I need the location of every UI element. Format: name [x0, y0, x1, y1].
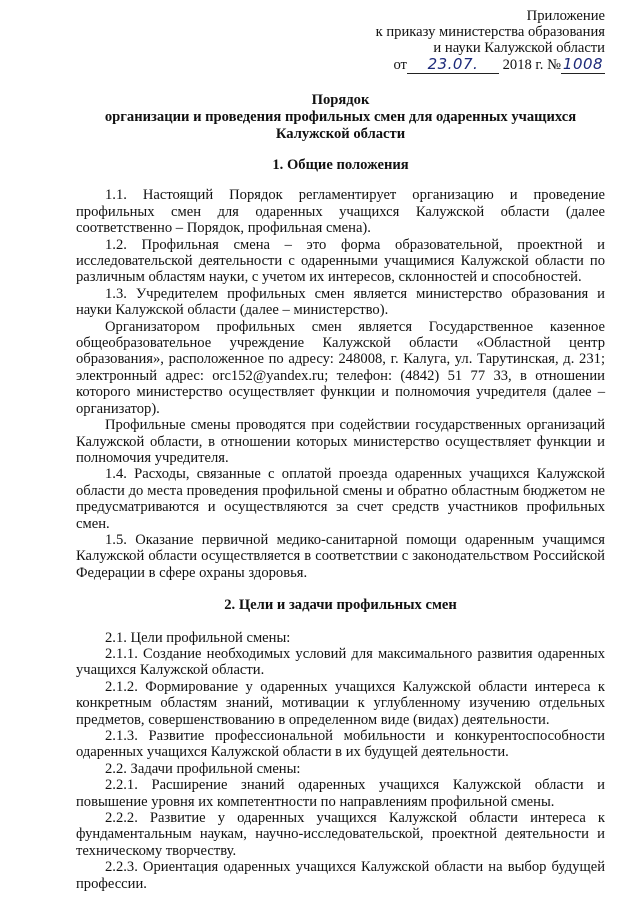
section-2-body [76, 630, 605, 893]
section-2-paragraph: 2.2.3. Ориентация одаренных учащихся Калужской области на выбор будущей профессии. [76, 859, 605, 892]
annex-title: Приложение [526, 8, 605, 24]
annex-block [76, 8, 605, 74]
section-2-paragraph: 2.2. Задачи профильной смены: [105, 760, 301, 777]
annex-date-number-line [76, 56, 605, 74]
section-1-paragraph: Профильные смены проводятся при содействии государственных организаций Калужской области, в отношении которых министерство осуществляет функции и полномочия учредителя. [76, 417, 605, 466]
section-1-paragraph: 1.3. Учредителем профильных смен является министерство образования и науки Калужской области (далее – министерство). [76, 285, 605, 319]
document-title [76, 92, 605, 143]
section-2-heading: 2. Цели и задачи профильных смен [224, 597, 457, 614]
annex-order-line: к приказу министерства образования [375, 24, 605, 40]
title-line-1: Порядок [311, 92, 370, 108]
section-1-paragraph: 1.4. Расходы, связанные с оплатой проезда одаренных учащихся Калужской области до места проведения профильной смены и обратно областным бюджетом не предусматриваются и осуществляются за счет средств участников профильных смен. [76, 466, 605, 532]
handwritten-number: 1008 [562, 55, 604, 73]
section-2-paragraph: 2.2.2. Развитие у одаренных учащихся Калужской области интереса к фундаментальным наукам, научно-исследовательской, проектной деятельности и техническому творчеству. [76, 810, 605, 859]
title-line-2: организации и проведения профильных смен для одаренных учащихся [104, 109, 577, 125]
section-1-paragraph: 1.5. Оказание первичной медико-санитарной помощи одаренным учащимся Калужской области осуществляется в соответствии с законодательством Российской Федерации в сфере охраны здоровья. [76, 531, 605, 581]
section-2-paragraph: 2.1.2. Формирование у одаренных учащихся Калужской области интереса к конкретным областям знаний, мотивации к углубленному изучению отдельных предметов, совершенствованию в определенном виде (видах) деятельности. [76, 678, 605, 728]
annex-from-label: от [393, 57, 407, 73]
section-1-paragraph: 1.1. Настоящий Порядок регламентирует организацию и проведение профильных смен для одаренных учащихся Калужской области (далее соответственно – Порядок, профильная смена). [76, 187, 605, 237]
annex-year-label: 2018 г. № [502, 57, 561, 73]
section-2-paragraph: 2.1.1. Создание необходимых условий для максимального развития одаренных учащихся Калужской области. [76, 645, 605, 679]
section-1-paragraph: Организатором профильных смен является Государственное казенное общеобразовательное учреждение Калужской области «Областной центр образования», расположенное по адресу: 248008, г. Калуга, ул. Тарутинская, д. 231; электронный адрес: orc152@yandex.ru; телефон: (4842) 51 77 33, в отношении которого министерство осуществляет функции и полномочия учредителя (далее – организатор). [76, 318, 605, 417]
annex-number-field [561, 56, 605, 74]
annex-ministry-line: и науки Калужской области [433, 40, 605, 56]
section-2-paragraph: 2.2.1. Расширение знаний одаренных учащихся Калужской области и повышение уровня их компетентности по направлениям профильной смены. [76, 777, 605, 810]
section-1-paragraph: 1.2. Профильная смена – это форма образовательной, проектной и исследовательской деятельности с одаренными учащимися Калужской области по различным областям науки, с учетом их интересов, склонностей и способностей. [76, 236, 605, 286]
section-1-heading: 1. Общие положения [272, 157, 409, 173]
annex-date-field [407, 56, 499, 74]
section-2-paragraph: 2.1. Цели профильной смены: [105, 629, 291, 646]
title-line-3: Калужской области [275, 126, 406, 142]
section-2-paragraph: 2.1.3. Развитие профессиональной мобильности и конкурентоспособности одаренных учащихся Калужской области в их будущей деятельности. [76, 728, 605, 761]
section-1-body [76, 187, 605, 581]
handwritten-date: 23.07. [427, 55, 479, 73]
